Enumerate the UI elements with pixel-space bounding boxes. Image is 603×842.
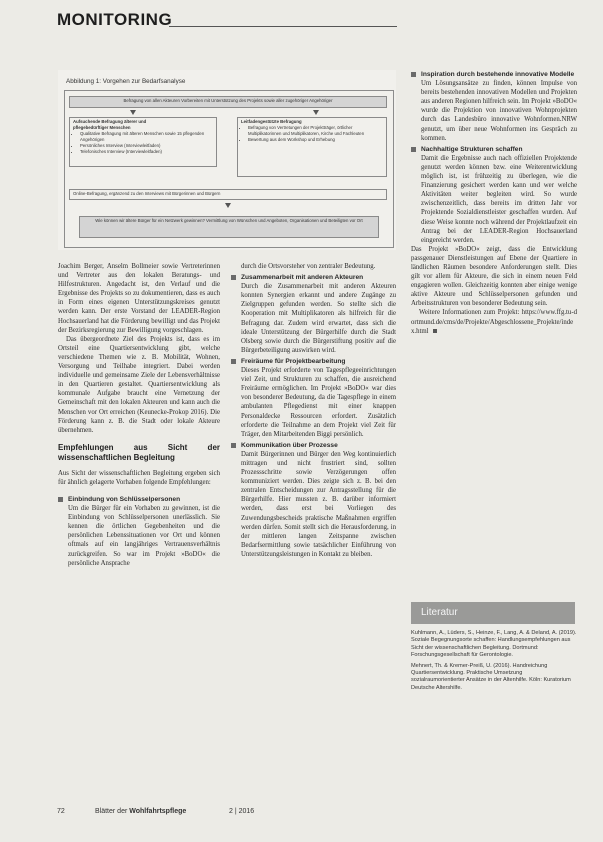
journal-name-bold: Wohlfahrtspflege bbox=[129, 808, 187, 815]
left-box-title-line2: pflegebedürftiger Menschen bbox=[73, 125, 131, 130]
issue-number: 2 | 2016 bbox=[229, 808, 255, 815]
figure-bottom-box bbox=[79, 216, 379, 238]
bullet-square-icon bbox=[411, 72, 416, 77]
end-mark-icon bbox=[433, 329, 437, 333]
bullet-item bbox=[231, 357, 396, 439]
bullet-square-icon bbox=[231, 275, 236, 280]
right-box-title: Leitfadengestützte Befragung bbox=[241, 119, 302, 124]
bullet-item bbox=[411, 70, 577, 143]
bullet-text: Um Lösungsansätze zu finden, können Impulse von bereits bestehenden innovativen Modellen und Projekten aus anderen Regionen hilfreich sein. Im Projekt »BoDO« wurde die Projektion von innovativen Wohnprojekten durch das Landesbüro innovative Wohnformen.NRW genutzt, um über neue Wohnformen ins Gespräch zu kommen. bbox=[421, 80, 577, 142]
paragraph: durch die Ortsvorsteher von zentraler Bedeutung. bbox=[241, 263, 376, 270]
paragraph: Joachim Berger, Anselm Bollmeier sowie Vertreterinnen und Vertreter aus den lokalen Beratungs- und Hilfestrukturen. Angedacht ist, den Verlauf und die Ergebnisse des Projekts so zu dokumentieren, dass es auch in Form eines eigenen Unterstützungskreises genutzt werden kann. Der erste Vorstand der LEADER-Region Hochsauerland hat die Förderung bewilligt und das Projekt der Bezirksregierung zur Bewilligung vorgeschlagen. bbox=[58, 263, 220, 334]
page-header bbox=[57, 10, 397, 36]
text-column-1 bbox=[58, 262, 220, 802]
left-box-title: Aufsuchende Befragung älterer und bbox=[73, 119, 147, 124]
bullet-item bbox=[231, 273, 396, 355]
figure-frame bbox=[64, 90, 394, 248]
literature-list bbox=[411, 630, 577, 695]
text-column-3 bbox=[411, 70, 577, 582]
paragraph: Das übergeordnete Ziel des Projekts ist, dass es im Ortsteil eine Quartiersentwicklung gibt, welche verschiedene Themen wie z. B. Mobilität, Wohnen, Versorgung und Teilhabe integriert. Dabei werden individuelle und gemeinsame Ziele der Lebensverhältnisse in den Quartieren gestaltet. Quartiersentwicklung als kommunale Aufgabe braucht eine Vernetzung der Gemeinschaft mit den lokalen Akteuren und kann auch die Menschen vor Ort erreichen (Keunecke-Prokop 2016). Die Förderung kann z. B. die Stadt oder lokale Akteure übernehmen. bbox=[58, 335, 220, 434]
paragraph: Aus Sicht der wissenschaftlichen Begleitung ergeben sich für ähnlich gelagerte Vorhaben folgende Empfehlungen: bbox=[58, 469, 220, 486]
page-number: 72 bbox=[57, 808, 65, 815]
bullet-item bbox=[231, 441, 396, 559]
arrow-down-icon bbox=[130, 110, 136, 115]
journal-name bbox=[95, 808, 186, 815]
section-subheading: Empfehlungen aus Sicht der wissenschaftlichen Begleitung bbox=[58, 442, 220, 462]
header-rule bbox=[169, 26, 397, 27]
figure-top-box-text: Befragung von allen Akteuren Vorbereiten mit Unterstützung des Projekts sowie aller zugehöriger Angehöriger bbox=[123, 98, 333, 103]
left-box-item: • Qualitative Befragung mit älteren Menschen sowie 15 pflegenden Angehörigen bbox=[80, 131, 213, 143]
arrow-down-icon bbox=[313, 110, 319, 115]
paragraph: Das Projekt »BoDO« zeigt, dass die Entwicklung passgenauer Dienstleistungen auf Ebene der Quartiere in ländlichen Räumen besondere Anforderungen stellt. Dies gilt vor allem für Akteure, die sich in einem neuen Feld engagieren wollen. Gleichzeitig konnten aber einige wenige aktive Akteure und Schlüsselpersonen gefunden und Arbeitsstrukturen von besonderer Bedeutung sein. bbox=[411, 245, 577, 308]
bullet-text: Um die Bürger für ein Vorhaben zu gewinnen, ist die Einbindung von Schlüsselpersonen unerlässlich. Sie kennen die örtlichen Gegebenheiten und die persönlichen Lebenssituationen vor Ort und können oftmals auf ein langjähriges Vertrauensverhältnis zurückgreifen. So war im Projekt »BoDO« die persönliche Ansprache bbox=[68, 505, 220, 567]
bullet-heading: Freiräume für Projektbearbeitung bbox=[241, 357, 346, 365]
bullet-heading: Einbindung von Schlüsselpersonen bbox=[68, 495, 181, 503]
figure-bedarfsanalyse bbox=[58, 70, 396, 250]
bullet-item bbox=[411, 145, 577, 245]
figure-bottom-box-text: Wie können wir ältere Bürger für ein Netzwerk gewinnen? Vermittlung von Wünschen und Angeboten, Organisationen und Beteiligten vor Ort bbox=[95, 218, 363, 223]
right-box-item: • Bewertung aus dem Workshop und Erhebung bbox=[248, 137, 383, 143]
figure-top-box bbox=[69, 96, 387, 108]
literature-heading: Literatur bbox=[411, 602, 575, 624]
bullet-square-icon bbox=[411, 147, 416, 152]
bullet-square-icon bbox=[231, 443, 236, 448]
bullet-heading: Kommunikation über Prozesse bbox=[241, 441, 338, 449]
bullet-text: Damit Bürgerinnen und Bürger den Weg kontinuierlich mittragen und nicht frustriert sind, sollten Prozessschritte sowie Verzögerungen offen kommuniziert werden. Dies zeigte sich z. B. bei den zentralen Entscheidungen zur Antragsstellung für die Bürgerhilfe. Hier mussten z. B. darüber informiert werden, dass erst bei Vorliegen des Zuwendungsbescheids praktische Maßnahmen ergriffen werden dürfen. Somit stellt sich die Herausforderung, in der mittleren langen Zeitspanne zwischen Bedarfsermittlung sowie tatsächlicher Einführung von Unterstützungsleistungen in Kontakt zu bleiben. bbox=[241, 450, 396, 558]
bullet-heading: Inspiration durch bestehende innovative Modelle bbox=[421, 71, 575, 78]
left-box-item: • Persönliches Interview (Interviewleitfaden) bbox=[80, 143, 213, 149]
arrow-down-icon bbox=[225, 203, 231, 208]
bullet-text: Dieses Projekt erforderte von Tagespflegeeinrichtungen viel Zeit, und Strukturen zu schaffen, die ausreichend Freiräume ermöglichen. Im Projekt »BoDO« war dies von besonderer Bedeutung, da die Tagespflege in einem ambulanten Pflegedienst mit einer knappen Personaldecke Ressourcen erfordert. Zusätzlich erforderte die Teilnahme an dem Projekt viel Zeit für Träger, den Mitarbeitenden Biggi persönlich. bbox=[241, 367, 396, 438]
bullet-text: Durch die Zusammenarbeit mit anderen Akteuren konnten Synergien erkannt und andere Zugänge zu Zielgruppen gefunden werden. So stellte sich die Kooperation mit Multiplikatoren als hilfreich für die Befragung dar. Zudem wird erwartet, dass sich die ideale Unterstützung der Bürgerhilfe durch die Stadt Olsberg sowie durch die Bürgerstiftung positiv auf die Bürgerbeteiligung auswirken wird. bbox=[241, 283, 396, 354]
literature-entry: Mehnert, Th. & Kremer-Preiß, U. (2016). Handreichung Quartiersentwicklung. Praktische Umsetzung sozialraumorientierter Ansätze in der Altenhilfe. Köln: Kuratorium Deutsche Altershilfe. bbox=[411, 662, 571, 691]
left-box-item: • Telefonisches Interview (Interviewleitfaden) bbox=[80, 149, 213, 155]
figure-middle-box-text: Online-Befragung, ergänzend zu den Interviews mit Bürgerinnen und Bürgern bbox=[73, 191, 221, 196]
text-column-2 bbox=[231, 262, 396, 802]
bullet-heading: Zusammenarbeit mit anderen Akteuren bbox=[241, 274, 364, 282]
section-title: MONITORING bbox=[57, 10, 173, 29]
bullet-item bbox=[58, 495, 220, 568]
figure-caption: Abbildung 1: Vorgehen zur Bedarfsanalyse bbox=[66, 78, 186, 85]
bullet-square-icon bbox=[231, 359, 236, 364]
figure-right-box bbox=[237, 117, 387, 177]
literature-entry: Kuhlmann, A., Lüders, S., Heinze, F., Lang, A. & Deland, A. (2019). Soziale Begegnungsorte schaffen: Handlungsempfehlungen aus Sicht der wissenschaftlichen Begleitung. Dortmund: Forschungsgesellschaft für Gerontologie. bbox=[411, 630, 577, 659]
journal-name-prefix: Blätter der bbox=[95, 808, 130, 815]
figure-left-box bbox=[69, 117, 217, 167]
project-link[interactable]: Weitere Informationen zum Projekt: https://www.ffg.tu-dortmund.de/cms/de/Projekte/Abgeschlossene_Projekte/index.html bbox=[411, 309, 577, 335]
bullet-text: Damit die Ergebnisse auch nach offiziellen Projektende genutzt werden können bzw. eine Weiterentwicklung möglich ist, ist frühzeitig zu überlegen, wie die Finanzierung gesichert werden kann und wer welche Aktivitäten weiter begleiten wird. So wurde zwischenzeitlich, dass bereits im dritten Jahr vor Projektende Sozialdienstleister geschaffen wurden. Auf diese Weise konnte noch während der Projektlaufzeit ein Antrag bei der LEADER-Region Hochsauerland eingereicht werden. bbox=[421, 154, 577, 244]
right-box-item: • Befragung von Vertretungen der Projektträger, örtlicher Multiplikatorinnen und Multiplikatoren, Kirche und Fachleuten bbox=[248, 125, 383, 137]
bullet-square-icon bbox=[58, 497, 63, 502]
figure-middle-box bbox=[69, 189, 387, 200]
bullet-heading: Nachhaltige Strukturen schaffen bbox=[421, 145, 523, 153]
